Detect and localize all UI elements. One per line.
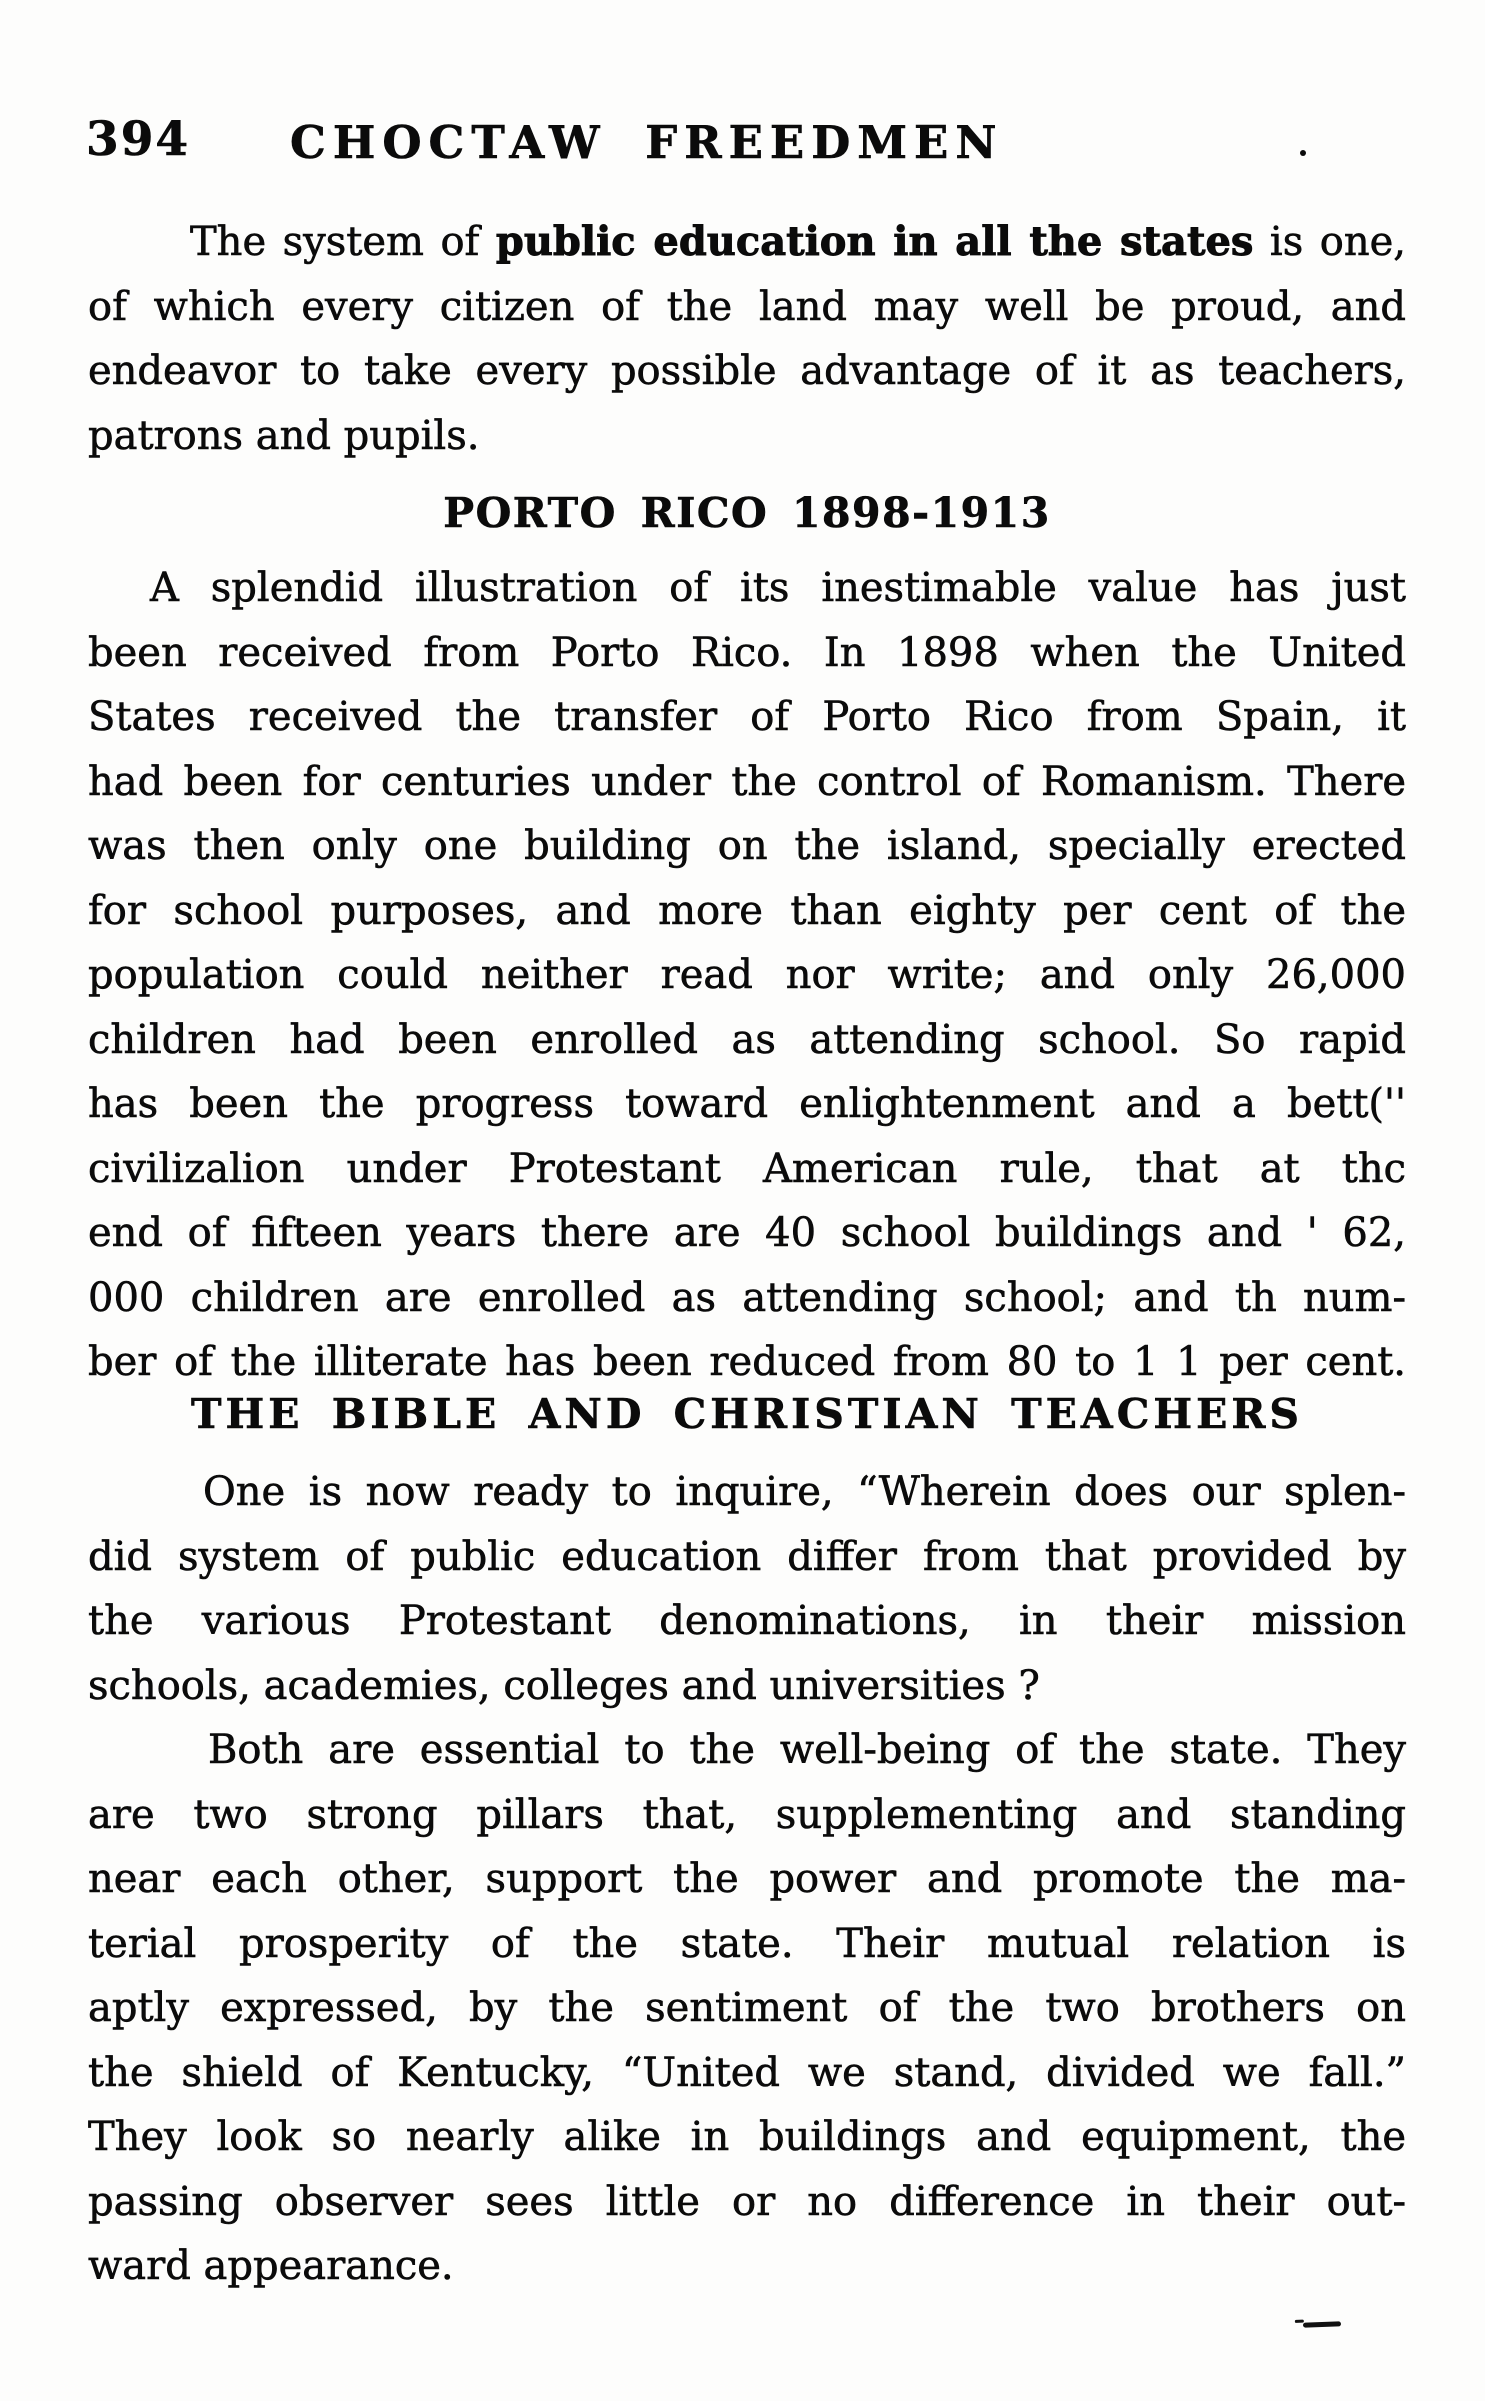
text-line: One is now ready to inquire, “Wherein does our splen- [203, 1469, 1406, 1515]
text-line: children had been enrolled as attending school. So rapid [88, 1016, 1406, 1063]
text-line: aptly expressed, by the sentiment of the two brothers on [88, 1985, 1406, 2031]
paragraph-public-education [88, 210, 1406, 468]
paragraph-porto-rico [88, 556, 1406, 1395]
heading-porto-rico: PORTO RICO 1898-1913 [443, 489, 1051, 537]
text-line: patrons and pupils. [88, 412, 480, 459]
text-line: has been the progress toward enlightenment and a bett('' [88, 1081, 1406, 1127]
text-line: A splendid illustration of its inestimable value has just [150, 565, 1406, 611]
text-line: did system of public education differ from that provided by [88, 1533, 1406, 1580]
text-line: endeavor to take every possible advantage of it as teachers, [88, 348, 1406, 394]
text-line: terial prosperity of the state. Their mutual relation is [88, 1920, 1406, 1967]
text-line: They look so nearly alike in buildings and equipment, the [88, 2114, 1406, 2160]
text-line: of which every citizen of the land may well be proud, and [88, 283, 1406, 330]
text-line: ward appearance. [88, 2243, 454, 2289]
stray-period-mark [1300, 150, 1306, 156]
paragraph-inquiry [88, 1460, 1406, 1718]
text-line: Both are essential to the well-being of the state. They [208, 1727, 1406, 1773]
text-line: the shield of Kentucky, “United we stand, divided we fall.” [88, 2049, 1406, 2096]
text-line: near each other, support the power and promote the ma- [88, 1856, 1406, 1902]
text-line: 000 children are enrolled as attending school; and th num- [88, 1274, 1406, 1321]
paragraph-two-pillars [88, 1718, 1406, 2299]
text-line: population could neither read nor write; and only 26,000 [88, 952, 1406, 998]
text-line: States received the transfer of Porto Rico from Spain, it [88, 694, 1406, 740]
running-title: CHOCTAW FREEDMEN [290, 116, 1004, 169]
text-line: the various Protestant denominations, in their mission [88, 1598, 1406, 1644]
heading-bible-and-christian-teachers: THE BIBLE AND CHRISTIAN TEACHERS [190, 1390, 1304, 1438]
text-line: was then only one building on the island, specially erected [88, 823, 1406, 869]
text-line: ber of the illiterate has been reduced from 80 to 1 1 per cent. [88, 1339, 1406, 1385]
text-line: been received from Porto Rico. In 1898 when the United [88, 629, 1406, 676]
text-line: end of fifteen years there are 40 school buildings and ' 62, [88, 1210, 1406, 1256]
text-line: for school purposes, and more than eighty per cent of the [88, 887, 1406, 934]
text-line: had been for centuries under the control of Romanism. There [88, 758, 1406, 805]
text-line: are two strong pillars that, supplementing and standing [88, 1791, 1406, 1838]
page-number: 394 [86, 112, 191, 167]
ink-smudge-mark [1303, 2321, 1341, 2327]
text-line: schools, academies, colleges and universities ? [88, 1662, 1040, 1709]
text-line: passing observer sees little or no difference in their out- [88, 2178, 1406, 2225]
text-line: civilizalion under Protestant American rule, that at thc [88, 1145, 1406, 1192]
text-line: The system of public education in all the states is one, [190, 218, 1406, 265]
